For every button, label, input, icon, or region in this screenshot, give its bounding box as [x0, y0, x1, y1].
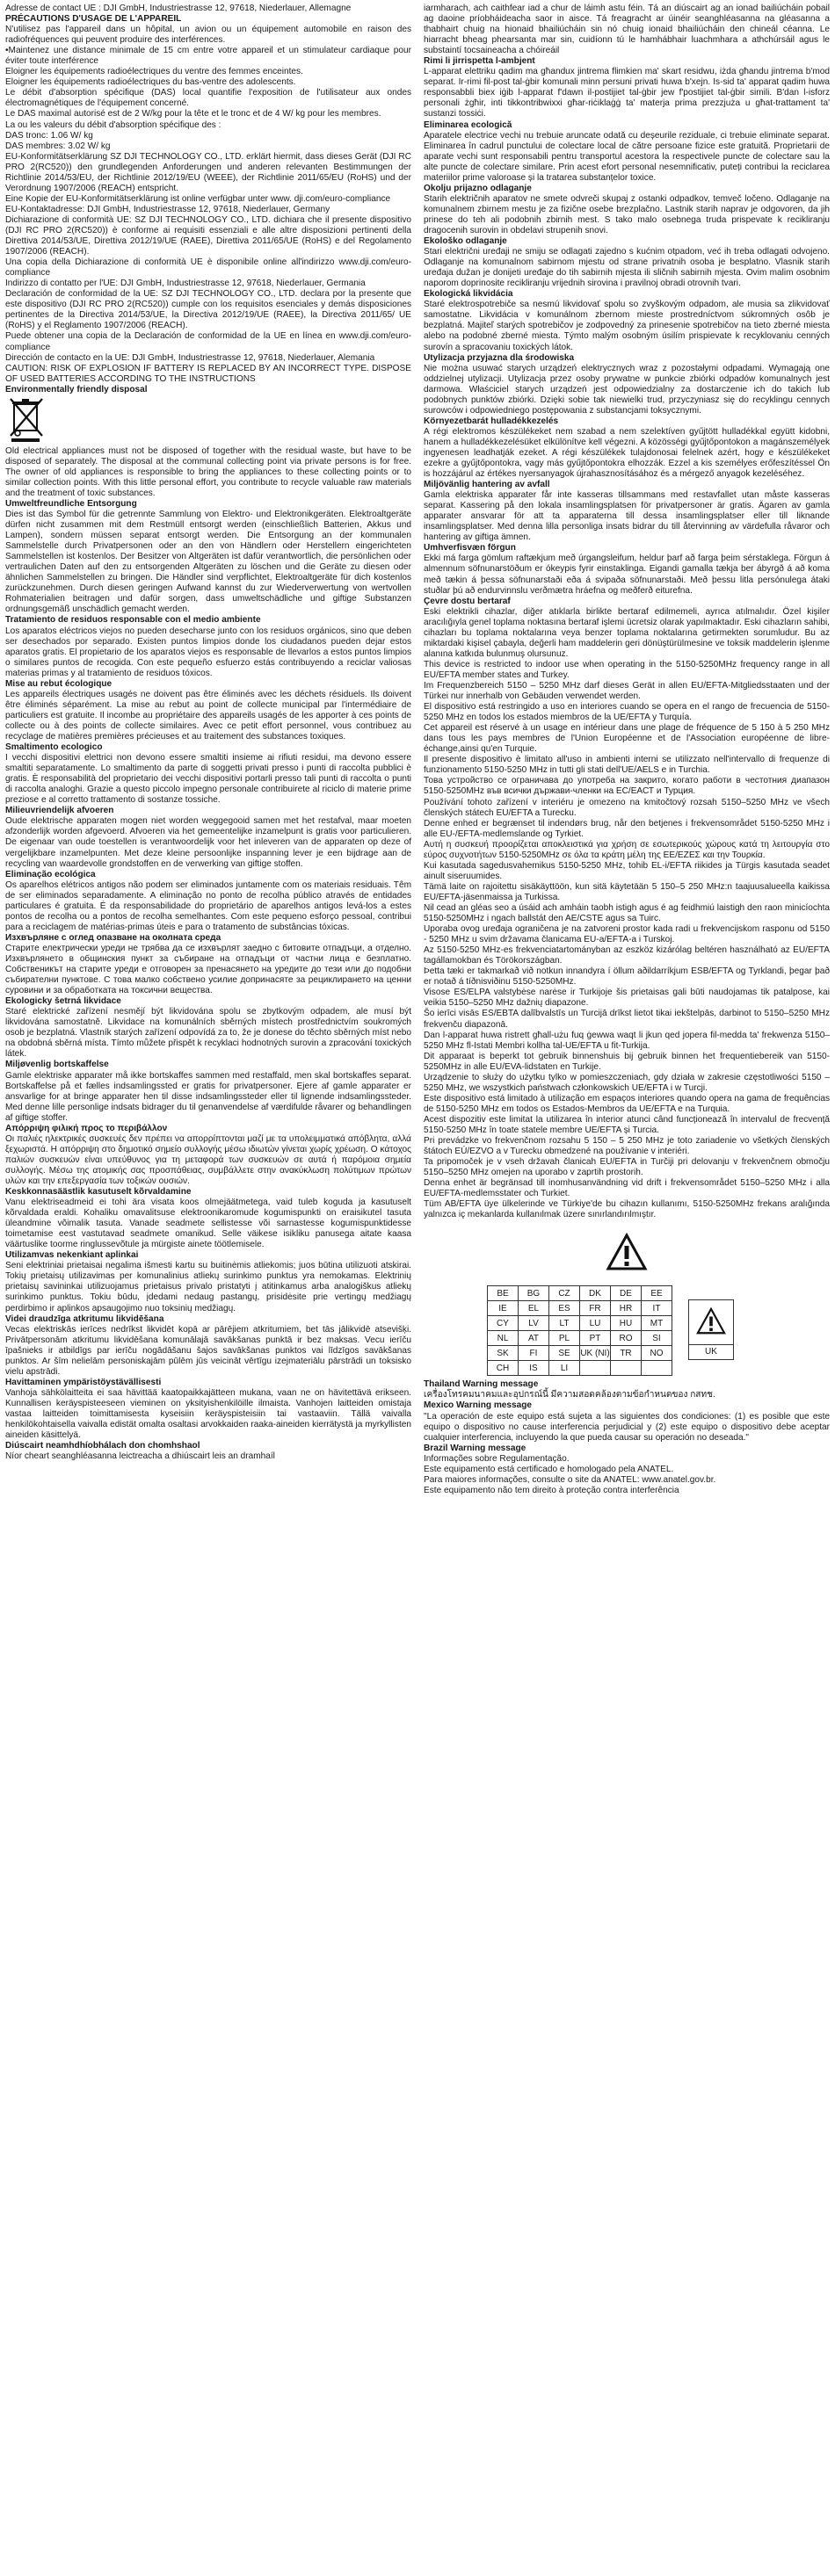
section-heading: Miljövänlig hantering av avfall — [424, 480, 550, 490]
section-heading: Környezetbarát hulladékkezelés — [424, 416, 559, 426]
paragraph: Declaración de conformidad de la UE: SZ DJI TECHNOLOGY CO., LTD. declara por la presente que este dispositivo (DJI RC PRO 2(RC520)) cumple con los requisitos esenciales y demás disposiciones pertinentes de la Directiva 2014/53/UE, la Directiva 2012/19/UE (RAEE), la Directiva 2011/65/ UE (RoHS) y el Reglamento 1907/2006 (REACH). — [5, 289, 411, 331]
paragraph: Pri prevádzke vo frekvenčnom rozsahu 5 150 – 5 250 MHz je toto zariadenie vo všetkých členských štátoch EÚ/EZVO a v Turecku obmedzené na používanie v interiéri. — [424, 1136, 830, 1157]
section-heading: Brazil Warning message — [424, 1443, 526, 1453]
restricted-use-warning-icon — [605, 1232, 649, 1276]
paragraph: เครื่องโทรคมนาคมและอุปกรณ์นี้ มีความสอดคล้องตามข้อกำหนดของ กสทช. — [424, 1390, 715, 1400]
paragraph: Gamla elektriska apparater får inte kasseras tillsammans med restavfallet utan måste kasseras separat. Kassering på den lokala insamlingsplatsen för privatpersoner är gratis. Ägaren av gamla apparater ansvarar för att ta apparaterna till dessa insamlingsplatser eller till liknande insamlingsplatser. Med denna lilla personliga insats bidrar du till återvinning av värdefulla råvaror och hantering av giftiga ämnen. — [424, 490, 830, 543]
paragraph: DAS tronc: 1.06 W/ kg — [5, 130, 93, 141]
paragraph: Este dispositivo está limitado à utilização em espaços interiores quando opera na gama de frequências de 5150-5250 MHz em todos os Estados-Membros da UE/EFTA e na Turquia. — [424, 1093, 830, 1114]
restriction-countries-block — [424, 1227, 830, 1376]
section-heading: Keskkonnasäästlik kasutuselt kõrvaldamine — [5, 1187, 192, 1198]
section-heading: Thailand Warning message — [424, 1379, 539, 1390]
paragraph: Ta pripomoček je v vseh državah članicah EU/EFTA in Turčiji pri delovanju v frekvenčnem območju 5150–5250 MHz omejen na uporabo v zaprtih prostorih. — [424, 1157, 830, 1178]
paragraph: Le débit d'absorption spécifique (DAS) local quantifie l'exposition de l'utilisateur aux ondes électromagnétiques de l'équipement concerné. — [5, 88, 411, 109]
table-row — [488, 1286, 672, 1301]
section-heading: PRÉCAUTIONS D'USAGE DE L'APPAREIL — [5, 14, 182, 25]
paragraph: Eski elektrikli cihazlar, diğer atıklarla birlikte bertaraf edilmemeli, ayrıca atılmalıdır. Özel kişiler aracılığıyla genel toplama noktasına bertaraf işlemi ücretsiz olarak yapılmaktadır. Eski cihazların sahibi, cihazları bu toplama noktalarına veya benzer toplama noktalarına getirmekten sorumludur. Bu az miktardaki kişisel çabayla, değerli ham maddelerin geri dönüştürülmesine ve toksik maddelerin işlenme alanına katkıda bulunmuş olursunuz. — [424, 606, 830, 659]
country-code-cell: TR — [611, 1346, 642, 1361]
country-code-cell: EL — [519, 1301, 549, 1316]
paragraph: Níor cheart seanghléasanna leictreacha a dhiúscairt leis an dramhaíl — [5, 1451, 275, 1462]
table-row — [488, 1301, 672, 1316]
paragraph: Az 5150-5250 MHz-es frekvenciatartományban az eszköz kizárólag beltéren használható az EU/EFTA tagállamokban és Törökországban. — [424, 945, 830, 966]
paragraph: Il presente dispositivo è limitato all'uso in ambienti interni se utilizzato nell'intervallo di frequenze di funzionamento 5150-5250 MHz in tutti gli stati dell'UE/AELS e in Turchia. — [424, 755, 830, 776]
section-heading: Mexico Warning message — [424, 1400, 533, 1411]
paragraph: Používání tohoto zařízení v interiéru je omezeno na kmitočtový rozsah 5150–5250 MHz ve všech členských státech EU/EFTA a Turecku. — [424, 797, 830, 818]
paragraph: A régi elektromos készülékeket nem szabad a nem szelektíven gyűjtött hulladékkal együtt kidobni, hanem a hulladékkezelésüket elkülönítve kell végezni. A közösségi gyűjtőpontokon a magánszemélyek ingyenesen leadhatják ezeket. A régi készülékek tulajdonosai felelnek azért, hogy e készülékeket ezekre a gyűjtőpontokra, vagy más gyűjtőpontokra elhozzák. Ezzel a kis személyes erőfeszítéssel Ön is hozzájárul az értékes nyersanyagok újrahasznosításához és a mérgező anyagok kezeléséhez. — [424, 426, 830, 480]
paragraph: Gamle elektriske apparater må ikke bortskaffes sammen med restaffald, men skal bortskaffes separat. Bortskaffelse på et fælles indsamlingssted er gratis for privatpersoner. Ejere af gamle apparater er ansvarlige for at bringe apparater hen til disse indsamlingssteder eller til lignende indsamlingssteder. Med denne lille personlige indsats bidrager du til genanvendelse af værdifulde råvarer og behandlingen af giftige stoffer. — [5, 1070, 411, 1123]
paragraph: Informações sobre Regulamentação. — [424, 1453, 570, 1464]
paragraph: Les appareils électriques usagés ne doivent pas être éliminés avec les déchets résiduels. Ils doivent être éliminés séparément. La mise au rebut au point de collecte municipal par l'intermédiaire de particuliers est gratuite. Il incombe au propriétaire des appareils usagés de les apporter à ces points de collecte ou à des points de collecte similaires. Avec ce petit effort personnel, vous contribuez au recyclage de matières premières précieuses et au traitement des substances toxiques. — [5, 689, 411, 742]
table-row — [488, 1361, 672, 1376]
paragraph: Denne enhed er begrænset til indendørs brug, når den betjenes i frekvensområdet 5150-5250 MHz i alle EU-/EFTA-medlemslande og Tyrkiet. — [424, 818, 830, 839]
country-code-cell: AT — [519, 1331, 549, 1346]
section-heading: Çevre dostu bertaraf — [424, 596, 511, 606]
paragraph: Nie można usuwać starych urządzeń elektrycznych wraz z pozostałymi odpadami. Wymagają one oddzielnej utylizacji. Utylizacja przez osoby prywatne w punkcie zbiórki odpadów komunalnych jest darmowa. Właściciel starych urządzeń jest odpowiedzialny za dostarczenie ich do takich lub podobnych punktów zbiórki. Dzięki sobie tak niewielki trud, przyczyniasz się do recyklingu cennych surowców i odpowiedniego postępowania z substancjami toksycznymi. — [424, 363, 830, 416]
country-code-cell: EE — [642, 1286, 672, 1301]
country-code-cell: ES — [549, 1301, 580, 1316]
restricted-use-warning-icon — [695, 1306, 727, 1338]
paragraph: El dispositivo está restringido a uso en interiores cuando se opera en el rango de frecuencia de 5150-5250 MHz en todos los estados miembros de la UE/EFTA y Turquía. — [424, 702, 830, 723]
country-code-cell: LV — [519, 1316, 549, 1331]
left-column — [5, 4, 411, 2576]
paragraph: Una copia della Dichiarazione di conformità UE è disponibile online all'indirizzo www.dji.com/euro-compliance — [5, 257, 411, 279]
paragraph: Dan l-apparat huwa ristrett għall-użu fuq ġewwa waqt li jkun qed jopera fil-medda ta' frekwenza 5150–5250 MHz fl-Istati Membri kollha tal-UE/EFTA u fit-Turkija. — [424, 1030, 830, 1051]
paragraph: Staré elektrické zařízení nesmějí být likvidována spolu se zbytkovým odpadem, ale musí být likvidována samostatně. Likvidace na komunálních sběrných místech prostřednictvím soukromých osob je bezplatná. Vlastník starých zařízení odpovídá za to, že je donese do těchto sběrných míst nebo na obdobná sběrná místa. Tímto můžete přispět k recyklaci hodnotných surovin a zpracování toxických látek. — [5, 1007, 411, 1060]
section-heading: Mise au rebut écologique — [5, 678, 113, 689]
section-heading: Utylizacja przyjazna dla środowiska — [424, 352, 575, 363]
paragraph: Nil cead an gléas seo a úsáid ach amháin taobh istigh agus é ag feidhmiú laistigh den raon minicíochta 5150-5250MHz i ngach ballstát den AE/CSTE agus sa Tuirc. — [424, 902, 830, 924]
right-column — [424, 4, 830, 2576]
paragraph: •Maintenez une distance minimale de 15 cm entre votre appareil et un stimulateur cardiaque pour éviter toute interférence — [5, 46, 411, 67]
section-heading: Okolju prijazno odlaganje — [424, 183, 532, 193]
country-code-cell: SE — [549, 1346, 580, 1361]
country-code-cell: PT — [580, 1331, 611, 1346]
paragraph: Os aparelhos elétricos antigos não podem ser eliminados juntamente com os materiais residuais. Têm de ser eliminados separadamente. A eliminação no ponto de recolha público através de entidades particulares é gratuita. É da responsabilidade do proprietário de aparelhos antigos levá-los a estes pontos de recolha ou a pontos de recolha semelhantes. Com este pequeno esforço pessoal, contribui para a reciclagem de matérias-primas úteis e para o tratamento de substâncias tóxicas. — [5, 879, 411, 932]
country-code-cell: LU — [580, 1316, 611, 1331]
paragraph: Eloigner les équipements radioélectriques du ventre des femmes enceintes. — [5, 67, 303, 77]
paragraph: Uporaba ovog uređaja ograničena je na zatvoreni prostor kada radi u frekvencijskom rasponu od 5150 - 5250 MHz u svim državama članicama EU-a/EFTA-a i Turskoj. — [424, 924, 830, 945]
country-code-cell: CH — [488, 1361, 519, 1376]
country-code-cell: SI — [642, 1331, 672, 1346]
country-code-cell: DK — [580, 1286, 611, 1301]
paragraph: Para maiores informações, consulte o site da ANATEL: www.anatel.gov.br. — [424, 1474, 716, 1485]
section-heading: Eliminarea ecologică — [424, 119, 512, 130]
paragraph: Puede obtener una copia de la Declaración de conformidad de la UE en línea en www.dji.com/euro-compliance — [5, 331, 411, 352]
section-heading: Umhverfisvæn förgun — [424, 543, 516, 554]
paragraph: Cet appareil est réservé à un usage en intérieur dans une plage de fréquence de 5 150 à 5 250 MHz dans tous les pays membres de l'Union Européenne et de l'Association européenne de libre-échange,ainsi qu'en Turquie. — [424, 723, 830, 755]
paragraph: Old electrical appliances must not be disposed of together with the residual waste, but have to be disposed of separately. The disposal at the communal collecting point via private persons is for free. The owner of old appliances is responsible to bring the appliances to these collecting points or to similar collection points. With this little personal effort, you contribute to recycle valuable raw materials and the treatment of toxic substances. — [5, 445, 411, 498]
paragraph: Oude elektrische apparaten mogen niet worden weggegooid samen met het restafval, maar moeten afzonderlijk worden afgevoerd. Afvoeren via het gemeentelijke inzamelpunt is gratis voor particulieren. De eigenaar van oude toestellen is verantwoordelijk voor het inleveren van de apparaten op deze of vergelijkbare inzamelpunten. Met deze kleine persoonlijke inspanning lever je een bijdrage aan de recycling van waardevolle grondstoffen en de verwerking van giftige stoffen. — [5, 816, 411, 869]
paragraph: Aparatele electrice vechi nu trebuie aruncate odată cu deșeurile reziduale, ci trebuie eliminate separat. Eliminarea în cadrul punctului de colectare local de către persoane fizice este gratuită. Proprietarii de aparate vechi sunt responsabili pentru transportul acestora la respectivele puncte de colectare sau la alte puncte de colectare similare. Prin acest efort personal nesemnificativ, puteți contribui la reciclarea materiilor prime valoroase și la tratarea substanțelor toxice. — [424, 130, 830, 183]
country-code-cell: IS — [519, 1361, 549, 1376]
country-code-cell: RO — [611, 1331, 642, 1346]
section-heading: Ekološko odlaganje — [424, 236, 507, 247]
paragraph: Старите електрически уреди не трябва да се изхвърлят заедно с битовите отпадъци, а отделно. Изхвърлянето в общинския пункт за събиране на отпадъци от частни лица е безплатно. Собственикът на старите уреди е отговорен за пренасянето на уредите до тези или до подобни събирателни пунктове. С това малко собствено усилие допринасяте за рециклирането на ценни суровини и за обработката на токсични вещества. — [5, 943, 411, 996]
paragraph: Los aparatos eléctricos viejos no pueden desecharse junto con los residuos orgánicos, sino que deben ser desechados por separado. Existen puntos limpios donde los ciudadanos pueden dejar estos aparatos gratis. El propietario de los aparatos viejos es responsable de llevarlos a estos puntos limpios o similares puntos de recogida. Con este pequeño esfuerzo estás contribuyendo a reciclar valiosas materias primas y al tratamiento de residuos tóxicos. — [5, 626, 411, 678]
country-code-cell: NO — [642, 1346, 672, 1361]
country-code-cell: IT — [642, 1301, 672, 1316]
country-code-cell: SK — [488, 1346, 519, 1361]
paragraph: Eine Kopie der EU-Konformitätserklärung ist online verfügbar unter www. dji.com/euro-compliance — [5, 193, 391, 204]
section-heading: Umweltfreundliche Entsorgung — [5, 498, 137, 509]
paragraph: Tüm AB/EFTA üye ülkelerinde ve Türkiye'de bu cihazın kullanımı, 5150-5250MHz frekans aralığında yalnızca iç mekanlarda kullanılmak üzere sınırlandırılmıştır. — [424, 1199, 830, 1220]
section-heading: Ekologicky šetrná likvidace — [5, 996, 121, 1007]
paragraph: Indirizzo di contatto per l'UE: DJI GmbH, Industriestrasse 12, 97618, Niederlauer, Germania — [5, 279, 366, 289]
paragraph: Staré elektrospotrebiče sa nesmú likvidovať spolu so zvyškovým odpadom, ale musia sa zlikvidovať samostatne. Likvidácia v komunálnom zbernom mieste prostredníctvom súkromných osôb je bezplatná. Majiteľ starých spotrebičov je zodpovedný za prinesenie spotrebičov na tieto zberné miesta alebo na podobné zberné miesta. Týmto malým osobným úsilím prispievate k recyklovaniu cenných surovín a spracovaniu toxických látok. — [424, 300, 830, 352]
country-code-cell: FI — [519, 1346, 549, 1361]
paragraph: Vanu elektriseadmeid ei tohi ära visata koos olmejäätmetega, vaid tuleb koguda ja kasutuselt kõrvaldada eraldi. Kohaliku omavalitsuse elektroonikaromude kogumispunkti on eraisikutel tasuta üleandmine võimalik tasuta. Vanade seadmete sellistesse või sarnastesse kogumispunktidesse toimetamise eest vastutavad seadmete omanikud. Selle väikese isikliku panusega aitate kaasa väärtuslike toorme ringlussevõtule ja mürgiste ainete töötlemisele. — [5, 1198, 411, 1250]
country-code-cell: CZ — [549, 1286, 580, 1301]
paragraph: La ou les valeurs du débit d'absorption spécifique des : — [5, 119, 221, 130]
country-code-cell: NL — [488, 1331, 519, 1346]
paragraph: Kui kasutada sagedusvahemikus 5150-5250 MHz, tohib EL-i/EFTA riikides ja Türgis kasutada seadet ainult siseruumides. — [424, 860, 830, 881]
paragraph: Starih električnih aparatov ne smete odvreči skupaj z ostanki odpadkov, temveč ločeno. Odlaganje na komunalnem zbirnem mestu je za fizične osebe brezplačno. Lastnik starih naprav je odgovoren, da jih prinese do teh ali podobnih zbirnih mest. S tako malo osebnega truda prispevate k recikliranju dragocenih surovin in obdelavi strupenih snovi. — [424, 193, 830, 235]
section-heading: Videi draudzīga atkritumu likvidēšana — [5, 1313, 164, 1324]
paragraph: Este equipamento está certificado e homologado pela ANATEL. — [424, 1464, 674, 1474]
paragraph: Adresse de contact UE : DJI GmbH, Industriestrasse 12, 97618, Niederlauer, Allemagne — [5, 4, 352, 13]
country-code-cell: HR — [611, 1301, 642, 1316]
paragraph: CAUTION: RISK OF EXPLOSION IF BATTERY IS REPLACED BY AN INCORRECT TYPE. DISPOSE OF USED BATTERIES ACCORDING TO THE INSTRUCTIONS — [5, 363, 411, 384]
section-heading: Smaltimento ecologico — [5, 742, 103, 753]
country-code-cell: MT — [642, 1316, 672, 1331]
crossed-out-wheelie-bin-icon — [5, 397, 411, 443]
country-code-cell — [611, 1361, 642, 1376]
table-row — [488, 1331, 672, 1346]
country-tables — [487, 1285, 830, 1376]
uk-warning-icon — [689, 1300, 733, 1345]
country-code-cell: LT — [549, 1316, 580, 1331]
country-code-cell: DE — [611, 1286, 642, 1301]
paragraph: N'utilisez pas l'appareil dans un hôpital, un avion ou un équipement automobile en raison des radiofréquences qui peuvent produire des interférences. — [5, 25, 411, 46]
paragraph: Þetta tæki er takmarkað við notkun innandyra í öllum aðildarríkjum ESB/EFTA og Tyrklandi, þegar það er notað á tíðnisviðinu 5150-5250MHz. — [424, 966, 830, 988]
paragraph: Vecas elektriskās ierīces nedrīkst likvidēt kopā ar pārējiem atkritumiem, bet tās jālikvidē atsevišķi. Privātpersonām atkritumu likvidēšana komunālajā savākšanas punktā ir bez maksas. Vecu ierīču īpašnieks ir atbildīgs par ierīču nogādāšanu šajos savākšanas punktos vai līdzīgos savākšanas punktos. Ar šīm nelielām personiskajām pūlēm jūs veicināt vērtīgu izejmateriālu pārstrādi un toksisko vielu apstrādi. — [5, 1324, 411, 1377]
paragraph: "La operación de este equipo está sujeta a las siguientes dos condiciones: (1) es posible que este equipo o dispositivo no cause interferencia perjudicial y (2) este equipo o dispositivo debe aceptar cualquier interferencia, incluyendo la que pueda causar su operación no deseada." — [424, 1411, 830, 1443]
paragraph: Това устройство се ограничава до употреба на закрито, когато работи в честотния диапазон 5150-5250MHz във всички държави-членки на ЕС/ЕАСТ и Турция. — [424, 776, 830, 797]
paragraph: Denna enhet är begränsad till inomhusanvändning vid drift i frekvensområdet 5150–5250 MHz i alla EU/EFTA-medlemsstater och Turkiet. — [424, 1178, 830, 1199]
paragraph: L-apparat elettriku qadim ma għandux jintrema flimkien ma' skart residwu, iżda għandu jintrema b'mod separat. Ir-rimi fil-post tal-ġbir komunali minn persuni privati huwa b'xejn. Is-sid ta' apparat qadim huwa responsabbli biex iġib l-apparat f'dawn il-postijiet tal-ġbir jew f'postijiet tal-ġbir simili. B'dan l-isforz personali żgħir, inti tikkontribwixxi għar-riċiklaġġ ta' materja prima prezzjuża u għat-trattament ta' sustanzi tossiċi. — [424, 67, 830, 119]
paragraph: Dit apparaat is beperkt tot gebruik binnenshuis bij gebruik binnen het frequentiebereik van 5150-5250MHz in alle EU/EVA-lidstaten en Turkije. — [424, 1051, 830, 1072]
paragraph: Αυτή η συσκευή προορίζεται αποκλειστικά για χρήση σε εσωτερικούς χώρους κατά τη λειτουργία στο εύρος συχνοτήτων 5150-5250MHz σε όλα τα κράτη μέλη της ΕΕ/ΕΖΕΣ και την Τουρκία. — [424, 839, 830, 860]
warning-icon-row — [424, 1227, 830, 1280]
paragraph: EU-Konformitätserklärung SZ DJI TECHNOLOGY CO., LTD. erklärt hiermit, dass dieses Gerät (DJI RC PRO 2(RC520)) den grundlegenden Anforderungen und anderen relevanten Bestimmungen der Richtlinie 2014/53/EU, der Richtlinie 2012/19/EU (WEEE), der Richtlinie 2011/65/EU (RoHS) und der Verordnung 1907/2006 (REACH) entspricht. — [5, 151, 411, 193]
paragraph: Dirección de contacto en la UE: DJI GmbH, Industriestrasse 12, 97618, Niederlauer, Alemania — [5, 352, 375, 363]
paragraph: Este equipamento não tem direito à proteção contra interferência — [424, 1485, 679, 1495]
country-code-cell: PL — [549, 1331, 580, 1346]
paragraph: Ekki má farga gömlum raftækjum með úrgangsleifum, heldur þarf að farga þeim sérstaklega. Förgun á almennum söfnunarstöðum er ókeypis fyrir einstaklinga. Eigandi gamalla tækja ber ábyrgð á að koma með tækin á þessa söfnunarstaði eða á svipaða söfnunarstaði. Með þessu litla persónulega átaki stuðlar þú að endurvinnslu verðmætra hráefna og meðferð eiturefna. — [424, 554, 830, 596]
section-heading: Ekologická likvidácia — [424, 289, 513, 300]
section-heading: Utilizamvas nekenkiant aplinkai — [5, 1250, 139, 1261]
paragraph: Im Frequenzbereich 5150 – 5250 MHz darf dieses Gerät in allen EU/EFTA-Mitgliedsstaaten und der Türkei nur innerhalb von Gebäuden verwendet werden. — [424, 681, 830, 702]
paragraph: EU-Kontaktadresse: DJI GmbH, Industriestrasse 12, 97618, Niederlauer, Germany — [5, 204, 330, 214]
section-heading: Diúscairt neamhdhíobhálach don chomhshaol — [5, 1441, 200, 1451]
uk-label: UK — [705, 1347, 717, 1357]
section-heading: Eliminação ecológica — [5, 869, 96, 879]
paragraph: Stari električni uređaji ne smiju se odlagati zajedno s kućnim otpadom, već ih treba odlagati odvojeno. Odlaganje na komunalnom sabirnom mjestu od strane privatnih osoba je besplatno. Vlasnik starih uređaja dužan je donijeti uređaje do tih sabirnih mjesta ili sličnih sabirnih mjesta. Ovim malim osobnim naporom doprinosite recikliranju vrijednih sirovina i pravilnoj obradi otrovnih tvari. — [424, 247, 830, 289]
country-code-cell: BE — [488, 1286, 519, 1301]
country-code-cell: IE — [488, 1301, 519, 1316]
country-code-cell — [642, 1361, 672, 1376]
paragraph: Visose ES/ELPA valstybėse narėse ir Turkijoje šis prietaisas gali būti naudojamas tik patalpose, kai veikia 5150–5250 MHz dažnių diapazone. — [424, 988, 830, 1009]
table-row — [488, 1346, 672, 1361]
paragraph: Le DAS maximal autorisé est de 2 W/kg pour la tête et le tronc et de 4 W/ kg pour les membres. — [5, 109, 381, 119]
uk-table — [688, 1299, 734, 1360]
paragraph: Dies ist das Symbol für die getrennte Sammlung von Elektro- und Elektronikgeräten. Elektroaltgeräte dürfen nicht zusammen mit dem Restmüll entsorgt werden (einschließlich Batterien, Akkus und Lampen), sondern müssen separat entsorgt werden. Die Entsorgung an der kommunalen Sammelstelle durch Privatpersonen oder an den von Händlern oder Herstellern eingerichteten Sammelstellen ist kostenlos. Der Besitzer von Altgeräten ist dafür verantwortlich, die persönlichen oder vertraulichen Daten auf den zu entsorgenden Altgeräten zu löschen und die Geräte zu diesen oder ähnlichen Sammelstellen zu bringen. Die Händler sind verpflichtet, Elektroaltgeräte für dich kostenlos zurückzunehmen. Durch diesen geringen Aufwand kannst du zur Wiederverwertung von wertvollen Rohmaterialien beitragen und dafür sorgen, dass umweltschädliche und giftige Substanzen ordnungsgemäß unschädlich gemacht werden. — [5, 510, 411, 615]
paragraph: iarmharach, ach caithfear iad a chur de láimh astu féin. Tá an diúscairt ag an ionad bailiúcháin pobail ag daoine príobháideacha saor in aisce. Tá freagracht ar úinéir seanghléasanna na gléasanna a thabhairt chuig na hionaid bhailiúcháin sin nó chuig ionaid bhailiúcháin den chineál céanna. Le hiarracht bheag phearsanta mar sin, cuidíonn tú le hamhábhair luachmhara a athchúrsáil agus le substaintí tocsaineacha a chóireáil — [424, 4, 830, 56]
country-code-cell: CY — [488, 1316, 519, 1331]
country-code-cell: HU — [611, 1316, 642, 1331]
paragraph: Vanhoja sähkölaitteita ei saa hävittää kaatopaikkajätteen mukana, vaan ne on hävitettävä erikseen. Kunnallisen keräyspisteeseen vieminen on yksityishenkilöille ilmaista. Vanhojen laitteiden omistaja vastaa laitteiden toimittamisesta kyseisiin keräyspisteisiin tai vastaaviin. Tällä vaivalla henkilökohtaisella vaivalla edistät omalta osaltasi arvokkaiden raaka-aineiden kierrätystä ja myrkyllisten aineiden käsittelyä. — [5, 1387, 411, 1441]
country-code-cell: LI — [549, 1361, 580, 1376]
country-code-cell: BG — [519, 1286, 549, 1301]
country-code-cell: FR — [580, 1301, 611, 1316]
country-code-cell: UK (NI) — [580, 1346, 611, 1361]
section-heading: Rimi li jirrispetta l-ambjent — [424, 56, 535, 67]
section-heading: Miljøvenlig bortskaffelse — [5, 1060, 109, 1070]
section-heading: Изхвърляне с оглед опазване на околната среда — [5, 932, 221, 943]
paragraph: Urządzenie to służy do użytku tylko w pomieszczeniach, gdy działa w zakresie częstotliwości 5150 – 5250 MHz, we wszystkich państwach członkowskich UE/EFTA i w Turcji. — [424, 1072, 830, 1093]
table-row — [488, 1316, 672, 1331]
section-heading: Environmentally friendly disposal — [5, 384, 148, 394]
paragraph: This device is restricted to indoor use when operating in the 5150-5250MHz frequency range in all EU/EFTA member states and Turkey. — [424, 659, 830, 680]
section-heading: Milieuvriendelijk afvoeren — [5, 806, 114, 816]
paragraph: Šo ierīci visās ES/EBTA dalībvalstīs un Turcijā drīkst lietot tikai iekštelpās, darbinot to 5150–5250 MHz frekvenču diapazonā. — [424, 1009, 830, 1030]
eu-country-table — [487, 1285, 672, 1376]
section-heading: Havittaminen ympäristöystävällisesti — [5, 1377, 162, 1387]
section-heading: Απόρριψη φιλική προς το περιβάλλον — [5, 1123, 168, 1133]
country-code-cell — [580, 1361, 611, 1376]
section-heading: Tratamiento de residuos responsable con el medio ambiente — [5, 615, 261, 626]
paragraph: Οι παλιές ηλεκτρικές συσκευές δεν πρέπει να απορρίπτονται μαζί με τα υπολειμματικά απόβλητα, αλλά ξεχωριστά. Η απόρριψη στο δημοτικό σημείο συλλογής μέσω ιδιωτών γίνεται χωρίς χρέωση. Ο κάτοχος παλιών συσκευών είναι υπεύθυνος για τη μεταφορά των συσκευών σε αυτά ή παρόμοια σημεία συλλογής. Μέσω της ατομικής σας προσπάθειας, συμβάλλετε στην ανακύκλωση πολύτιμων πρώτων υλών και την επεξεργασία των τοξικών ουσιών. — [5, 1133, 411, 1186]
paragraph: Dichiarazione di conformità UE: SZ DJI TECHNOLOGY CO., LTD. dichiara che il presente dispositivo (DJI RC PRO 2(RC520)) è conforme ai requisiti essenziali e alle altre disposizioni pertinenti della Direttiva 2014/53/UE, Direttiva 2012/19/UE (RAEE), Direttiva 2011/65/UE (RoHS) e del Regolamento 1907/2006 (REACH). — [5, 214, 411, 257]
paragraph: Acest dispozitiv este limitat la utilizarea în interior atunci când funcționează în intervalul de frecvență 5150-5250 MHz în toate statele membre UE/EFTA și Turcia. — [424, 1114, 830, 1135]
paragraph: I vecchi dispositivi elettrici non devono essere smaltiti insieme ai rifiuti residui, ma devono essere smaltiti separatamente. Lo smaltimento da parte di soggetti privati presso i punti di raccolta pubblici è gratis. È responsabilità del proprietario dei vecchi dispositivi portarli presso tali punti di raccolta o punti di raccolta analoghi. Grazie a questo piccolo impegno personale contribuirete al riciclo di materie prime preziose e al corretto trattamento di sostanze tossiche. — [5, 753, 411, 806]
paragraph: Eloigner les équipements radioélectriques du bas-ventre des adolescents. — [5, 77, 296, 88]
paragraph: Seni elektriniai prietaisai negalima išmesti kartu su buitinėmis atliekomis; juos būtina utilizuoti atskirai. Tokių prietaisų utilizavimas per komunalinius atliekų surinkimo punktus yra nemokamas. Elektrinių prietaisų savininkai utilizuojamus prietaisus privalo pristatyti į atitinkamus arba analogiškus atliekų surinkimo punktus. Tokiu būdu, įdedami nedaug pastangų, prisidėsite prie vertingų medžiagų perdirbimo ir aplinkos apsaugojimo nuo toksinių medžiagų. — [5, 1261, 411, 1313]
paragraph: DAS membres: 3.02 W/ kg — [5, 141, 111, 151]
paragraph: Tämä laite on rajoitettu sisäkäyttöön, kun sitä käytetään 5 150–5 250 MHz:n taajuusalueella kaikissa EU/EFTA-jäsenmaissa ja Turkissa. — [424, 881, 830, 902]
